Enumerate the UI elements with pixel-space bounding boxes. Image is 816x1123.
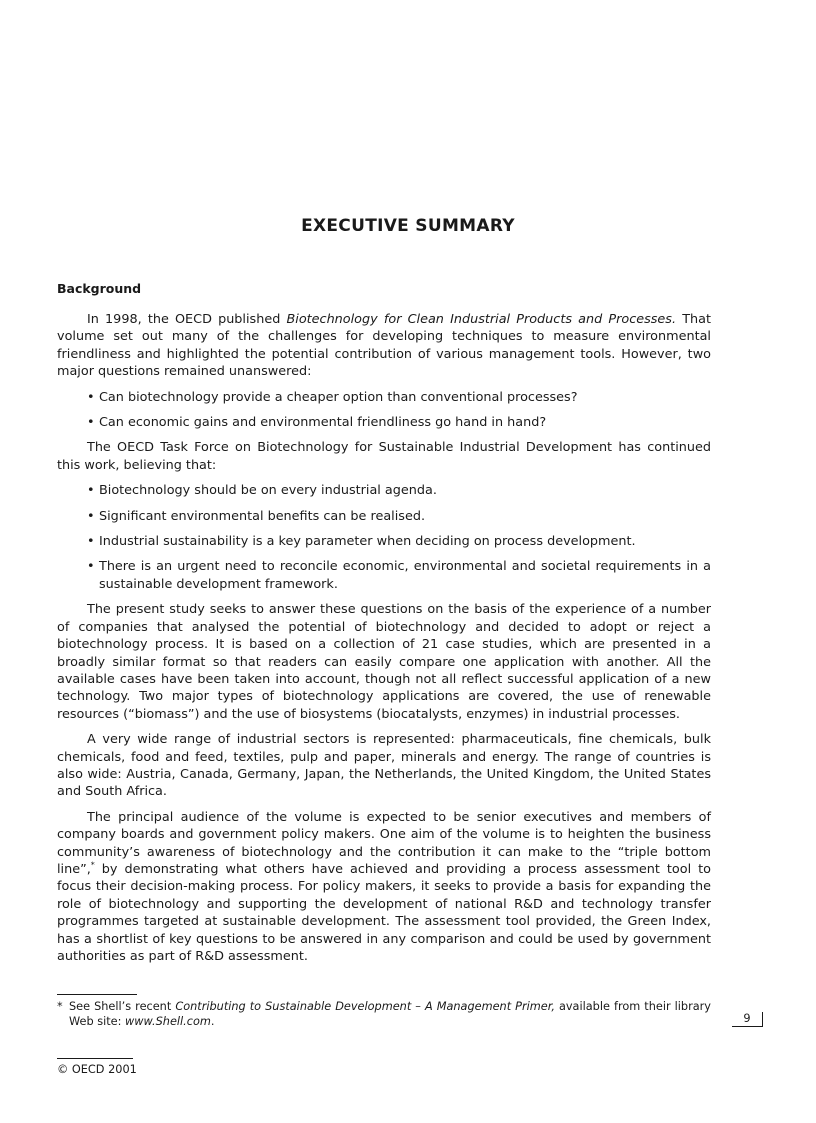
body-text [57,311,711,973]
footnote-divider [57,994,137,995]
footnote: * See Shell’s recent Contributing to Sustainable Development – A Management Primer, available from their library Web site: www.Shell.com. [57,1000,711,1028]
footnote-mark: * [57,1000,63,1013]
paragraph-study: The present study seeks to answer these questions on the basis of the experience of a number of companies that analysed the potential of biotechnology and decided to adopt or reject a biotechnology process. It is based on a collection of 21 case studies, which are presented in a broadly similar format so that readers can easily compare one application with another. All the available cases have been taken into account, though not all reflect successful application of a new technology. Two major types of biotechnology applications are covered, the use of renewable resources (“biomass”) and the use of biosystems (biocatalysts, enzymes) in industrial processes. [57,602,711,722]
page-title: EXECUTIVE SUMMARY [301,216,515,236]
bullet-icon: • [87,415,95,431]
bullet-icon: • [87,508,95,524]
copyright-divider [57,1058,133,1059]
bullet-icon: • [87,389,95,405]
bullet-icon: • [87,483,95,499]
list-item: • Can biotechnology provide a cheaper option than conventional processes? [87,389,578,405]
footnote-reference: * [90,860,95,870]
paragraph-intro: In 1998, the OECD published Biotechnology for Clean Industrial Products and Processes. That volume set out many of the challenges for developing techniques to measure environmental friendliness and highlighted the potential contribution of various management tools. However, two major questions remained unanswered: [57,312,711,380]
bullet-icon: • [87,559,95,575]
beliefs-list [57,482,711,593]
footnote-link[interactable]: www.Shell.com [125,1015,211,1028]
list-item: • There is an urgent need to reconcile economic, environmental and societal requirements in a sustainable development framework. [87,559,711,592]
list-item: • Significant environmental benefits can be realised. [87,508,426,524]
book-title: Biotechnology for Clean Industrial Products and Processes. [286,312,677,327]
copyright-notice: © OECD 2001 [57,1063,137,1076]
questions-list [57,389,711,432]
paragraph-task-force: The OECD Task Force on Biotechnology for Sustainable Industrial Development has continued this work, believing that: [57,440,711,473]
section-heading: Background [57,281,142,296]
list-item: • Biotechnology should be on every industrial agenda. [87,483,437,499]
paragraph-sectors: A very wide range of industrial sectors is represented: pharmaceuticals, fine chemicals, bulk chemicals, food and feed, textiles, pulp and paper, minerals and energy. The range of countries is also wide: Austria, Canada, Germany, Japan, the Netherlands, the United Kingdom, the United States and South Africa. [57,732,711,800]
list-item: • Can economic gains and environmental friendliness go hand in hand? [87,415,547,431]
page-number: 9 [732,1012,763,1027]
bullet-icon: • [87,534,95,550]
paragraph-audience: The principal audience of the volume is expected to be senior executives and members of company boards and government policy makers. One aim of the volume is to heighten the business community’s awareness of biotechnology and the contribution it can make to the “triple bottom line”,* by demonstrating what others have achieved and providing a process assessment tool to focus their decision-making process. For policy makers, it seeks to provide a basis for expanding the role of biotechnology and supporting the development of national R&D and technology transfer programmes targeted at sustainable development. The assessment tool provided, the Green Index, has a shortlist of key questions to be answered in any comparison and could be used by government authorities as part of R&D assessment. [57,809,711,964]
list-item: • Industrial sustainability is a key parameter when deciding on process development. [87,534,636,550]
